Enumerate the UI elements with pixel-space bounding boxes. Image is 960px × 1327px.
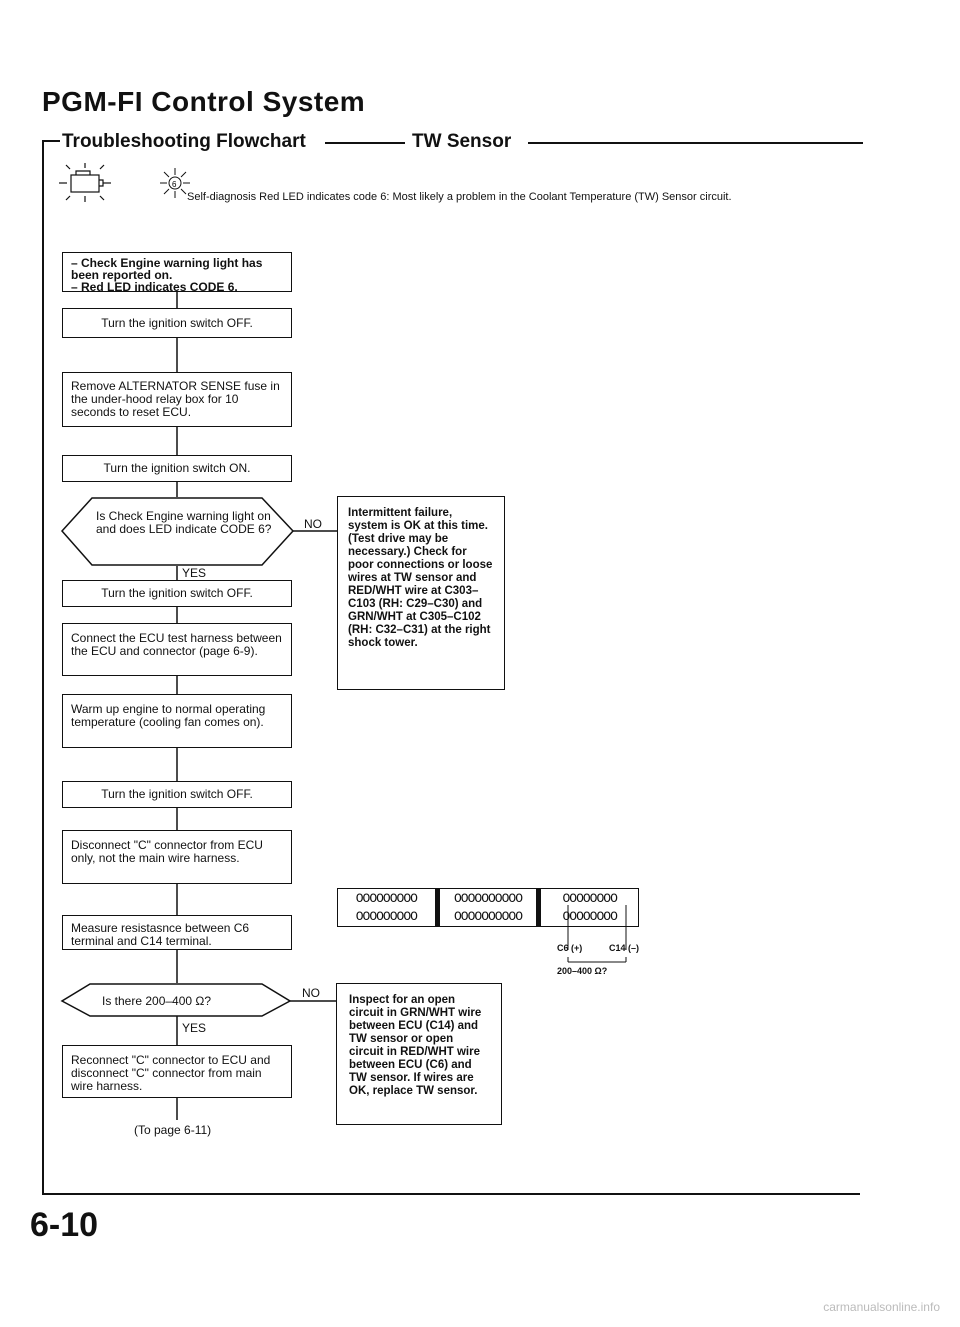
ecu-connector-diagram	[337, 888, 639, 927]
connector-pins: OOOOOOOOO	[355, 909, 417, 925]
start-box	[62, 252, 292, 292]
resistance-range-label: 200–400 Ω?	[557, 966, 608, 976]
step-ignition-off-2: Turn the ignition switch OFF.	[62, 580, 292, 607]
no-label-1: NO	[304, 517, 322, 531]
c14-terminal-label: C14 (–)	[609, 943, 640, 953]
inspect-open-circuit-box: Inspect for an open circuit in GRN/WHT wire between ECU (C14) and TW sensor or open circuit in RED/WHT wire between ECU (C6) and TW sensor. If wires are OK, replace TW sensor.	[336, 983, 502, 1125]
diagnosis-text: Self-diagnosis Red LED indicates code 6: Most likely a problem in the Coolant Temperature (TW) Sensor circuit.	[187, 191, 732, 203]
step-ignition-off-1: Turn the ignition switch OFF.	[62, 308, 292, 338]
connector-pins: OOOOOOOOO	[355, 890, 417, 906]
watermark: carmanualsonline.info	[823, 1300, 940, 1314]
step-connect-harness: Connect the ECU test harness between the ECU and connector (page 6-9).	[62, 623, 292, 676]
connector-pins: OOOOOOOO	[562, 890, 617, 906]
connector-pins: OOOOOOOOOO	[454, 890, 523, 906]
start-line-2: – Red LED indicates CODE 6.	[71, 280, 238, 294]
connector-segment-1	[338, 889, 440, 926]
flowchart-subtitle: Troubleshooting Flowchart	[62, 131, 306, 152]
decision-1-text: Is Check Engine warning light on and does LED indicate CODE 6?	[96, 509, 272, 536]
connector-pins: OOOOOOOOOO	[454, 909, 523, 925]
intermittent-failure-box: Intermittent failure, system is OK at this time. (Test drive may be necessary.) Check for poor connections or loose wires at TW sensor and RED/WHT wire at C303–C103 (RH: C29–C30) and GRN/WHT at C305–C102 (RH: C32–C31) at the right shock tower.	[337, 496, 505, 690]
check-engine-icon	[59, 163, 111, 202]
step-disconnect-c: Disconnect "C" connector from ECU only, not the main wire harness.	[62, 830, 292, 884]
page-number: 6-10	[30, 1206, 99, 1244]
led-code-digit: 6	[172, 180, 177, 189]
step-measure-resistance: Measure resistasnce between C6 terminal and C14 terminal.	[62, 915, 292, 950]
connector-segment-2	[440, 889, 542, 926]
yes-label-1: YES	[182, 566, 207, 580]
continue-note: (To page 6-11)	[134, 1123, 212, 1137]
step-remove-fuse: Remove ALTERNATOR SENSE fuse in the under-hood relay box for 10 seconds to reset ECU.	[62, 372, 292, 427]
c6-terminal-label: C6 (+)	[557, 943, 583, 953]
connector-segment-3	[541, 889, 638, 926]
connector-pins: OOOOOOOO	[562, 909, 617, 925]
page-title: PGM-FI Control System	[42, 86, 366, 117]
step-ignition-on: Turn the ignition switch ON.	[62, 455, 292, 482]
yes-label-2: YES	[182, 1021, 207, 1035]
section-title: TW Sensor	[412, 131, 512, 152]
step-warm-up: Warm up engine to normal operating temperature (cooling fan comes on).	[62, 694, 292, 748]
start-line-1: – Check Engine warning light has been reported on.	[71, 256, 263, 282]
decision-2-text: Is there 200–400 Ω?	[102, 994, 212, 1008]
step-reconnect: Reconnect "C" connector to ECU and disconnect "C" connector from main wire harness.	[62, 1045, 292, 1098]
step-ignition-off-3: Turn the ignition switch OFF.	[62, 781, 292, 808]
no-label-2: NO	[302, 986, 320, 1000]
